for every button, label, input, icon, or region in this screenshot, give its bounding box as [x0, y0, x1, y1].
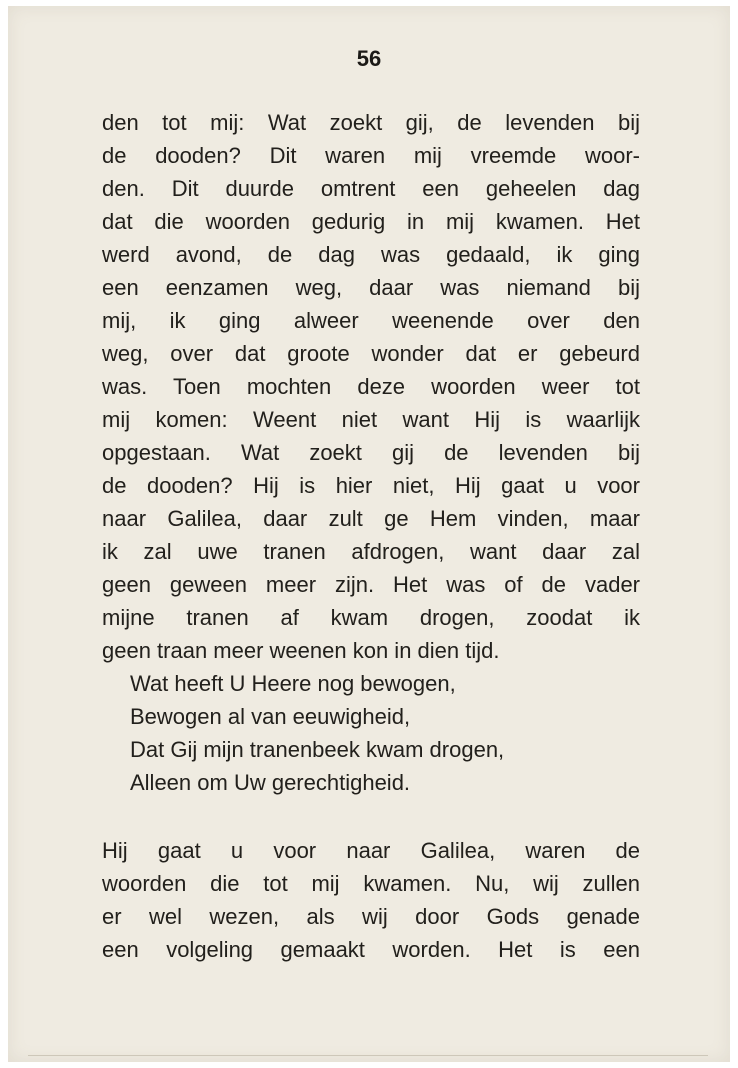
text-line: ik zal uwe tranen afdrogen, want daar zal	[102, 539, 640, 564]
page-edge-divider	[28, 1055, 708, 1056]
text-line: mijne tranen af kwam drogen, zoodat ik	[102, 605, 640, 630]
text-line: geen traan meer weenen kon in dien tijd.	[102, 638, 500, 663]
text-line: de dooden? Dit waren mij vreemde woor-	[102, 143, 640, 168]
text-line: mij, ik ging alweer weenende over den	[102, 308, 640, 333]
verse-line: Wat heeft U Heere nog bewogen,	[130, 671, 456, 696]
text-line: een eenzamen weg, daar was niemand bij	[102, 275, 640, 300]
text-line: geen geween meer zijn. Het was of de vader	[102, 572, 640, 597]
text-line: den tot mij: Wat zoekt gij, de levenden bij	[102, 110, 640, 135]
text-line: werd avond, de dag was gedaald, ik ging	[102, 242, 640, 267]
book-page	[8, 6, 730, 1062]
text-line: een volgeling gemaakt worden. Het is een	[102, 937, 640, 962]
text-line: de dooden? Hij is hier niet, Hij gaat u voor	[102, 473, 640, 498]
text-line: Hij gaat u voor naar Galilea, waren de	[102, 838, 640, 863]
text-line: was. Toen mochten deze woorden weer tot	[102, 374, 640, 399]
text-line: woorden die tot mij kwamen. Nu, wij zullen	[102, 871, 640, 896]
verse-line: Bewogen al van eeuwigheid,	[130, 704, 411, 729]
text-line: dat die woorden gedurig in mij kwamen. Het	[102, 209, 640, 234]
text-line: opgestaan. Wat zoekt gij de levenden bij	[102, 440, 640, 465]
verse-line: Alleen om Uw gerechtigheid.	[130, 770, 411, 795]
text-line: den. Dit duurde omtrent een geheelen dag	[102, 176, 640, 201]
text-line: naar Galilea, daar zult ge Hem vinden, maar	[102, 506, 640, 531]
text-line: er wel wezen, als wij door Gods genade	[102, 904, 640, 929]
text-line: weg, over dat groote wonder dat er gebeurd	[102, 341, 640, 366]
text-line: mij komen: Weent niet want Hij is waarlijk	[102, 407, 640, 432]
verse-line: Dat Gij mijn tranenbeek kwam drogen,	[130, 737, 505, 762]
paragraph-1	[102, 106, 640, 667]
paragraph-2	[102, 834, 640, 966]
verse	[102, 667, 640, 799]
page-number: 56	[356, 46, 382, 71]
